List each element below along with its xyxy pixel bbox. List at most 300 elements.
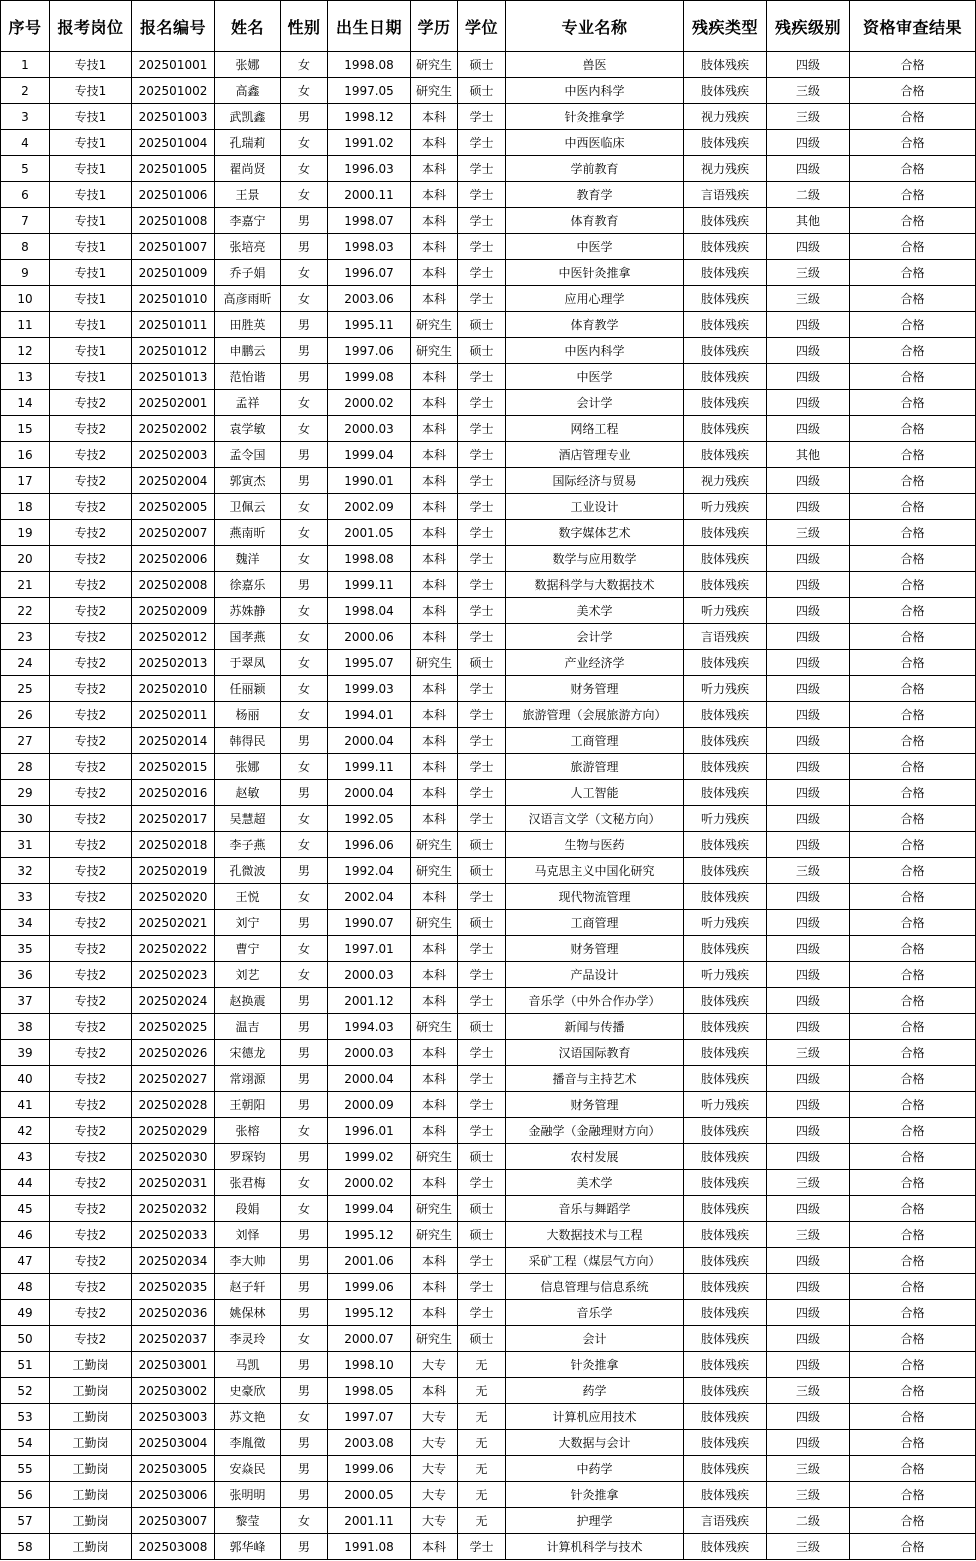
cell-name: 武凯鑫 [215, 104, 281, 130]
cell-position: 专技2 [50, 1196, 132, 1222]
cell-gender: 女 [281, 962, 328, 988]
cell-position: 专技2 [50, 884, 132, 910]
cell-position: 专技2 [50, 754, 132, 780]
cell-review-result: 合格 [850, 1430, 976, 1456]
cell-degree: 学士 [458, 1118, 506, 1144]
cell-birth-date: 1999.02 [328, 1144, 411, 1170]
cell-degree: 学士 [458, 702, 506, 728]
cell-position: 专技1 [50, 364, 132, 390]
cell-birth-date: 2000.06 [328, 624, 411, 650]
cell-degree: 硕士 [458, 338, 506, 364]
cell-gender: 女 [281, 546, 328, 572]
cell-reg-number: 202501001 [132, 52, 215, 78]
cell-birth-date: 1998.08 [328, 546, 411, 572]
cell-gender: 男 [281, 234, 328, 260]
cell-gender: 男 [281, 1274, 328, 1300]
cell-review-result: 合格 [850, 286, 976, 312]
cell-review-result: 合格 [850, 494, 976, 520]
cell-reg-number: 202502013 [132, 650, 215, 676]
cell-degree: 无 [458, 1482, 506, 1508]
cell-degree: 学士 [458, 260, 506, 286]
cell-position: 专技1 [50, 182, 132, 208]
cell-birth-date: 1996.06 [328, 832, 411, 858]
cell-degree: 硕士 [458, 78, 506, 104]
cell-disability-type: 肢体残疾 [684, 1482, 767, 1508]
cell-review-result: 合格 [850, 338, 976, 364]
cell-disability-level: 三级 [767, 1378, 850, 1404]
cell-reg-number: 202502004 [132, 468, 215, 494]
cell-reg-number: 202501003 [132, 104, 215, 130]
cell-reg-number: 202502023 [132, 962, 215, 988]
cell-review-result: 合格 [850, 650, 976, 676]
cell-major: 数据科学与大数据技术 [506, 572, 684, 598]
cell-reg-number: 202502024 [132, 988, 215, 1014]
table-row [1, 52, 976, 78]
cell-disability-level: 三级 [767, 286, 850, 312]
cell-gender: 女 [281, 1404, 328, 1430]
cell-disability-level: 三级 [767, 104, 850, 130]
cell-review-result: 合格 [850, 78, 976, 104]
cell-disability-level: 四级 [767, 884, 850, 910]
cell-disability-level: 四级 [767, 962, 850, 988]
cell-education: 本科 [411, 988, 458, 1014]
table-row [1, 1170, 976, 1196]
cell-position: 专技2 [50, 1118, 132, 1144]
cell-birth-date: 2000.02 [328, 390, 411, 416]
cell-gender: 女 [281, 1196, 328, 1222]
cell-seq: 46 [1, 1222, 50, 1248]
cell-birth-date: 1997.07 [328, 1404, 411, 1430]
cell-disability-type: 肢体残疾 [684, 52, 767, 78]
cell-name: 罗琛钧 [215, 1144, 281, 1170]
cell-reg-number: 202501013 [132, 364, 215, 390]
cell-birth-date: 1991.08 [328, 1534, 411, 1560]
cell-major: 兽医 [506, 52, 684, 78]
cell-disability-level: 四级 [767, 572, 850, 598]
cell-disability-level: 二级 [767, 182, 850, 208]
cell-disability-type: 肢体残疾 [684, 1534, 767, 1560]
cell-position: 专技1 [50, 104, 132, 130]
cell-education: 本科 [411, 494, 458, 520]
cell-education: 研究生 [411, 1144, 458, 1170]
cell-reg-number: 202502031 [132, 1170, 215, 1196]
cell-major: 音乐与舞蹈学 [506, 1196, 684, 1222]
cell-degree: 学士 [458, 520, 506, 546]
cell-birth-date: 1996.01 [328, 1118, 411, 1144]
cell-birth-date: 1999.11 [328, 754, 411, 780]
cell-name: 李嘉宁 [215, 208, 281, 234]
table-row [1, 78, 976, 104]
cell-gender: 女 [281, 78, 328, 104]
cell-degree: 学士 [458, 598, 506, 624]
cell-seq: 14 [1, 390, 50, 416]
cell-disability-type: 听力残疾 [684, 494, 767, 520]
cell-degree: 无 [458, 1456, 506, 1482]
cell-degree: 硕士 [458, 1014, 506, 1040]
cell-position: 专技1 [50, 234, 132, 260]
cell-position: 工勤岗 [50, 1482, 132, 1508]
cell-reg-number: 202502014 [132, 728, 215, 754]
table-row [1, 104, 976, 130]
cell-review-result: 合格 [850, 572, 976, 598]
cell-education: 本科 [411, 130, 458, 156]
cell-reg-number: 202502008 [132, 572, 215, 598]
cell-education: 大专 [411, 1352, 458, 1378]
cell-position: 工勤岗 [50, 1404, 132, 1430]
cell-birth-date: 1997.06 [328, 338, 411, 364]
cell-review-result: 合格 [850, 1014, 976, 1040]
table-row [1, 1274, 976, 1300]
cell-birth-date: 1994.01 [328, 702, 411, 728]
cell-education: 研究生 [411, 78, 458, 104]
cell-disability-type: 肢体残疾 [684, 520, 767, 546]
cell-gender: 女 [281, 598, 328, 624]
cell-name: 于翠凤 [215, 650, 281, 676]
cell-name: 曹宁 [215, 936, 281, 962]
cell-reg-number: 202502010 [132, 676, 215, 702]
cell-review-result: 合格 [850, 1092, 976, 1118]
cell-education: 本科 [411, 286, 458, 312]
cell-degree: 学士 [458, 1274, 506, 1300]
cell-education: 本科 [411, 676, 458, 702]
cell-major: 采矿工程（煤层气方向） [506, 1248, 684, 1274]
header-disability-level: 残疾级别 [767, 1, 850, 52]
cell-seq: 41 [1, 1092, 50, 1118]
cell-degree: 学士 [458, 442, 506, 468]
cell-name: 王朝阳 [215, 1092, 281, 1118]
cell-degree: 学士 [458, 468, 506, 494]
cell-name: 孔微波 [215, 858, 281, 884]
cell-education: 本科 [411, 728, 458, 754]
cell-education: 本科 [411, 598, 458, 624]
cell-name: 史豪欣 [215, 1378, 281, 1404]
cell-degree: 学士 [458, 364, 506, 390]
cell-position: 工勤岗 [50, 1508, 132, 1534]
cell-seq: 48 [1, 1274, 50, 1300]
cell-seq: 1 [1, 52, 50, 78]
cell-major: 针灸推拿 [506, 1482, 684, 1508]
cell-disability-type: 肢体残疾 [684, 832, 767, 858]
table-row [1, 1534, 976, 1560]
cell-birth-date: 2000.02 [328, 1170, 411, 1196]
cell-position: 专技2 [50, 1014, 132, 1040]
cell-name: 张培亮 [215, 234, 281, 260]
cell-disability-type: 肢体残疾 [684, 702, 767, 728]
cell-education: 研究生 [411, 338, 458, 364]
cell-education: 本科 [411, 468, 458, 494]
cell-reg-number: 202502032 [132, 1196, 215, 1222]
cell-seq: 38 [1, 1014, 50, 1040]
cell-position: 专技2 [50, 598, 132, 624]
cell-disability-type: 听力残疾 [684, 962, 767, 988]
cell-disability-type: 肢体残疾 [684, 1352, 767, 1378]
table-row [1, 312, 976, 338]
cell-disability-level: 四级 [767, 1430, 850, 1456]
cell-reg-number: 202503004 [132, 1430, 215, 1456]
cell-name: 卫佩云 [215, 494, 281, 520]
cell-education: 本科 [411, 1274, 458, 1300]
cell-disability-level: 四级 [767, 1352, 850, 1378]
cell-review-result: 合格 [850, 442, 976, 468]
cell-review-result: 合格 [850, 546, 976, 572]
cell-major: 美术学 [506, 1170, 684, 1196]
cell-disability-level: 四级 [767, 624, 850, 650]
table-row [1, 468, 976, 494]
table-row [1, 1092, 976, 1118]
cell-gender: 男 [281, 1456, 328, 1482]
cell-birth-date: 1998.03 [328, 234, 411, 260]
cell-birth-date: 2001.05 [328, 520, 411, 546]
cell-disability-level: 四级 [767, 910, 850, 936]
cell-reg-number: 202502011 [132, 702, 215, 728]
table-row [1, 728, 976, 754]
cell-major: 体育教学 [506, 312, 684, 338]
cell-education: 大专 [411, 1482, 458, 1508]
cell-reg-number: 202502006 [132, 546, 215, 572]
cell-seq: 32 [1, 858, 50, 884]
cell-disability-type: 肢体残疾 [684, 390, 767, 416]
cell-name: 孔瑞莉 [215, 130, 281, 156]
cell-seq: 9 [1, 260, 50, 286]
table-row [1, 858, 976, 884]
table-row [1, 1430, 976, 1456]
cell-position: 专技1 [50, 130, 132, 156]
cell-position: 专技2 [50, 806, 132, 832]
cell-disability-type: 肢体残疾 [684, 650, 767, 676]
table-row [1, 780, 976, 806]
cell-gender: 女 [281, 390, 328, 416]
cell-seq: 19 [1, 520, 50, 546]
cell-degree: 学士 [458, 806, 506, 832]
cell-name: 李大帅 [215, 1248, 281, 1274]
cell-education: 本科 [411, 1118, 458, 1144]
cell-disability-type: 肢体残疾 [684, 754, 767, 780]
cell-gender: 女 [281, 182, 328, 208]
cell-major: 汉语言文学（文秘方向） [506, 806, 684, 832]
cell-reg-number: 202502035 [132, 1274, 215, 1300]
cell-education: 本科 [411, 1066, 458, 1092]
cell-seq: 21 [1, 572, 50, 598]
cell-education: 研究生 [411, 1326, 458, 1352]
cell-degree: 学士 [458, 962, 506, 988]
cell-disability-level: 四级 [767, 364, 850, 390]
cell-education: 本科 [411, 234, 458, 260]
table-row [1, 156, 976, 182]
header-gender: 性别 [281, 1, 328, 52]
cell-gender: 男 [281, 1248, 328, 1274]
cell-degree: 学士 [458, 1092, 506, 1118]
cell-disability-level: 三级 [767, 1456, 850, 1482]
table-row [1, 338, 976, 364]
cell-position: 专技2 [50, 1300, 132, 1326]
cell-disability-level: 三级 [767, 1534, 850, 1560]
cell-position: 专技1 [50, 260, 132, 286]
cell-disability-type: 肢体残疾 [684, 1404, 767, 1430]
cell-degree: 无 [458, 1508, 506, 1534]
table-row [1, 1300, 976, 1326]
cell-review-result: 合格 [850, 1144, 976, 1170]
cell-disability-type: 肢体残疾 [684, 1456, 767, 1482]
cell-education: 本科 [411, 624, 458, 650]
cell-birth-date: 1996.03 [328, 156, 411, 182]
cell-gender: 女 [281, 884, 328, 910]
cell-birth-date: 1998.07 [328, 208, 411, 234]
cell-reg-number: 202502018 [132, 832, 215, 858]
cell-disability-level: 四级 [767, 702, 850, 728]
cell-disability-level: 三级 [767, 1222, 850, 1248]
table-row [1, 598, 976, 624]
cell-education: 大专 [411, 1430, 458, 1456]
cell-name: 张明明 [215, 1482, 281, 1508]
cell-review-result: 合格 [850, 910, 976, 936]
cell-gender: 男 [281, 1482, 328, 1508]
cell-review-result: 合格 [850, 1482, 976, 1508]
cell-disability-level: 四级 [767, 468, 850, 494]
header-birth-date: 出生日期 [328, 1, 411, 52]
cell-major: 财务管理 [506, 676, 684, 702]
cell-birth-date: 2000.03 [328, 1040, 411, 1066]
cell-gender: 男 [281, 312, 328, 338]
cell-review-result: 合格 [850, 884, 976, 910]
cell-education: 本科 [411, 1534, 458, 1560]
cell-major: 中医针灸推拿 [506, 260, 684, 286]
cell-review-result: 合格 [850, 1534, 976, 1560]
cell-disability-level: 四级 [767, 728, 850, 754]
cell-disability-level: 三级 [767, 1040, 850, 1066]
cell-gender: 男 [281, 468, 328, 494]
cell-reg-number: 202502022 [132, 936, 215, 962]
cell-disability-type: 肢体残疾 [684, 1378, 767, 1404]
header-degree: 学位 [458, 1, 506, 52]
cell-name: 李胤徵 [215, 1430, 281, 1456]
cell-reg-number: 202502007 [132, 520, 215, 546]
cell-degree: 硕士 [458, 1222, 506, 1248]
cell-position: 专技1 [50, 338, 132, 364]
cell-review-result: 合格 [850, 390, 976, 416]
cell-disability-type: 肢体残疾 [684, 260, 767, 286]
cell-reg-number: 202502002 [132, 416, 215, 442]
cell-major: 美术学 [506, 598, 684, 624]
cell-education: 研究生 [411, 1196, 458, 1222]
cell-reg-number: 202502029 [132, 1118, 215, 1144]
cell-degree: 学士 [458, 1040, 506, 1066]
cell-gender: 女 [281, 52, 328, 78]
table-row [1, 650, 976, 676]
cell-disability-level: 二级 [767, 1508, 850, 1534]
cell-disability-type: 肢体残疾 [684, 130, 767, 156]
cell-degree: 学士 [458, 624, 506, 650]
cell-disability-level: 三级 [767, 858, 850, 884]
cell-degree: 无 [458, 1430, 506, 1456]
table-row [1, 1482, 976, 1508]
cell-disability-type: 肢体残疾 [684, 1274, 767, 1300]
cell-review-result: 合格 [850, 312, 976, 338]
cell-position: 专技2 [50, 988, 132, 1014]
cell-degree: 学士 [458, 104, 506, 130]
cell-education: 大专 [411, 1508, 458, 1534]
cell-seq: 15 [1, 416, 50, 442]
cell-disability-level: 四级 [767, 936, 850, 962]
cell-major: 人工智能 [506, 780, 684, 806]
cell-seq: 7 [1, 208, 50, 234]
cell-reg-number: 202502009 [132, 598, 215, 624]
cell-name: 李灵玲 [215, 1326, 281, 1352]
cell-gender: 男 [281, 572, 328, 598]
cell-gender: 女 [281, 286, 328, 312]
cell-gender: 女 [281, 1118, 328, 1144]
cell-reg-number: 202502021 [132, 910, 215, 936]
cell-reg-number: 202503001 [132, 1352, 215, 1378]
cell-seq: 16 [1, 442, 50, 468]
header-reg-number: 报名编号 [132, 1, 215, 52]
table-row [1, 416, 976, 442]
cell-disability-level: 其他 [767, 442, 850, 468]
cell-seq: 20 [1, 546, 50, 572]
cell-gender: 男 [281, 1144, 328, 1170]
cell-birth-date: 1998.04 [328, 598, 411, 624]
cell-degree: 学士 [458, 780, 506, 806]
table-row [1, 1222, 976, 1248]
cell-disability-level: 四级 [767, 780, 850, 806]
cell-education: 研究生 [411, 910, 458, 936]
cell-reg-number: 202502025 [132, 1014, 215, 1040]
cell-disability-type: 言语残疾 [684, 624, 767, 650]
cell-review-result: 合格 [850, 208, 976, 234]
cell-seq: 35 [1, 936, 50, 962]
table-row [1, 988, 976, 1014]
cell-major: 大数据与会计 [506, 1430, 684, 1456]
cell-seq: 39 [1, 1040, 50, 1066]
cell-position: 专技2 [50, 1144, 132, 1170]
cell-education: 本科 [411, 1248, 458, 1274]
cell-seq: 58 [1, 1534, 50, 1560]
cell-degree: 硕士 [458, 312, 506, 338]
table-row [1, 546, 976, 572]
cell-review-result: 合格 [850, 858, 976, 884]
cell-disability-type: 肢体残疾 [684, 1144, 767, 1170]
cell-disability-type: 肢体残疾 [684, 988, 767, 1014]
cell-disability-level: 四级 [767, 416, 850, 442]
cell-birth-date: 1995.07 [328, 650, 411, 676]
cell-disability-type: 视力残疾 [684, 468, 767, 494]
cell-disability-level: 四级 [767, 1092, 850, 1118]
cell-birth-date: 2003.06 [328, 286, 411, 312]
cell-major: 应用心理学 [506, 286, 684, 312]
cell-reg-number: 202502036 [132, 1300, 215, 1326]
cell-name: 常翊源 [215, 1066, 281, 1092]
cell-name: 张娜 [215, 52, 281, 78]
cell-review-result: 合格 [850, 1508, 976, 1534]
cell-gender: 男 [281, 338, 328, 364]
cell-gender: 女 [281, 130, 328, 156]
cell-name: 高彦雨昕 [215, 286, 281, 312]
cell-education: 本科 [411, 182, 458, 208]
cell-seq: 23 [1, 624, 50, 650]
cell-disability-type: 肢体残疾 [684, 572, 767, 598]
cell-disability-type: 肢体残疾 [684, 1248, 767, 1274]
cell-disability-level: 四级 [767, 1118, 850, 1144]
cell-name: 安焱民 [215, 1456, 281, 1482]
cell-disability-level: 四级 [767, 1144, 850, 1170]
cell-major: 工业设计 [506, 494, 684, 520]
cell-position: 专技2 [50, 624, 132, 650]
cell-gender: 男 [281, 1040, 328, 1066]
cell-degree: 学士 [458, 676, 506, 702]
cell-review-result: 合格 [850, 936, 976, 962]
cell-seq: 56 [1, 1482, 50, 1508]
cell-birth-date: 2001.06 [328, 1248, 411, 1274]
cell-major: 网络工程 [506, 416, 684, 442]
